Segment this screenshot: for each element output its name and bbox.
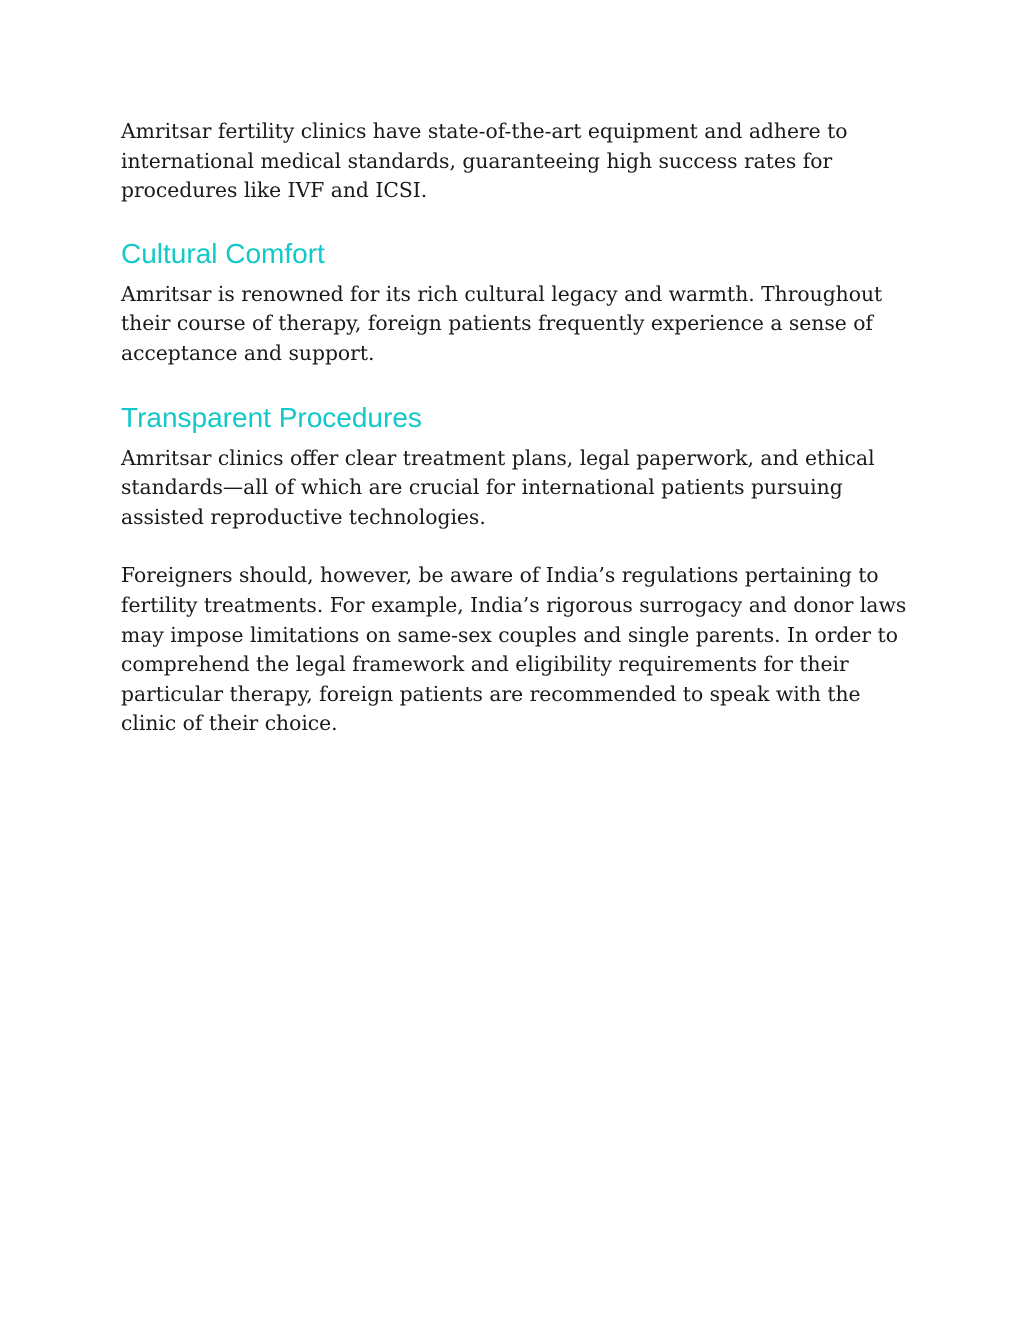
- regulations-paragraph: Foreigners should, however, be aware of India’s regulations pertaining to fertility treatments. For example, India’s rigorous surrogacy and donor laws may impose limitations on same-sex couples and single parents. In order to comprehend the legal framework and eligibility requirements for their particular therapy, foreign patients are recommended to speak with the clinic of their choice.: [121, 563, 907, 736]
- transparent-procedures-paragraph: Amritsar clinics offer clear treatment plans, legal paperwork, and ethical standards—all of which are crucial for international patients pursuing assisted reproductive technologies.: [121, 445, 875, 529]
- section-heading-transparent-procedures: Transparent Procedures: [121, 401, 422, 433]
- section-heading-cultural-comfort: Cultural Comfort: [121, 237, 325, 269]
- cultural-comfort-paragraph: Amritsar is renowned for its rich cultural legacy and warmth. Throughout their course of therapy, foreign patients frequently experience a sense of acceptance and support.: [121, 281, 883, 365]
- intro-paragraph: Amritsar fertility clinics have state-of-the-art equipment and adhere to international medical standards, guaranteeing high success rates for procedures like IVF and ICSI.: [121, 119, 848, 203]
- document-page: [121, 117, 911, 739]
